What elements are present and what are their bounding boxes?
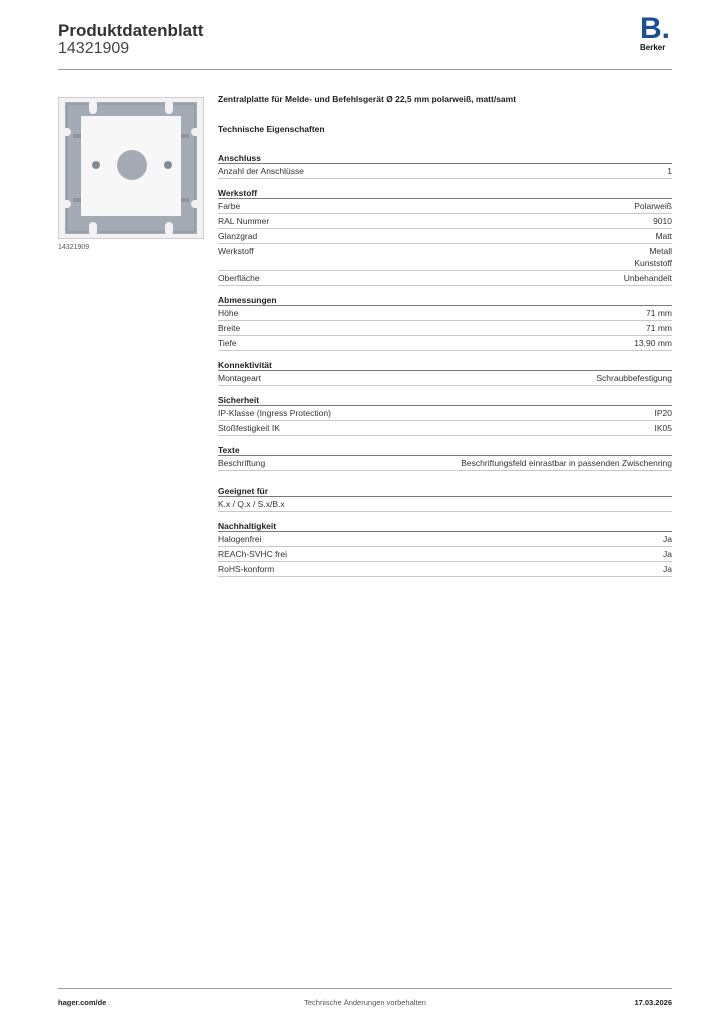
page-header <box>58 12 672 70</box>
product-title: Zentralplatte für Melde- und Befehlsgerät Ø 22,5 mm polarweiß, matt/samt <box>218 94 517 104</box>
property-label: Stoßfestigkeit IK <box>218 423 280 433</box>
property-value-line: Ja <box>663 549 672 559</box>
property-group <box>218 520 672 577</box>
property-value-line: IK05 <box>654 423 672 433</box>
property-value <box>596 372 672 384</box>
property-value <box>646 322 672 334</box>
property-row <box>218 421 672 436</box>
property-label: Glanzgrad <box>218 231 258 241</box>
property-value-line: Unbehandelt <box>623 273 672 283</box>
property-row <box>218 164 672 179</box>
property-row <box>218 562 672 577</box>
properties-heading: Technische Eigenschaften <box>218 124 325 134</box>
property-label: Beschriftung <box>218 458 266 468</box>
berker-logo <box>640 12 672 52</box>
product-plate-illustration <box>59 98 203 238</box>
article-number: 14321909 <box>58 40 130 57</box>
property-group <box>218 394 672 436</box>
property-row <box>218 214 672 229</box>
property-row <box>218 547 672 562</box>
property-row <box>218 306 672 321</box>
property-value-line: Schraubbefestigung <box>596 373 672 383</box>
property-value <box>461 457 672 469</box>
property-row <box>218 229 672 244</box>
property-row <box>218 271 672 286</box>
property-value-line: Ja <box>663 564 672 574</box>
property-group <box>218 359 672 386</box>
property-value <box>655 230 672 242</box>
group-title: Werkstoff <box>218 187 672 199</box>
property-label: K.x / Q.x / S.x/B.x <box>218 499 285 509</box>
property-row <box>218 199 672 214</box>
property-value <box>634 200 672 212</box>
property-group <box>218 294 672 351</box>
property-value-line: Polarweiß <box>634 201 672 211</box>
property-row <box>218 321 672 336</box>
product-image <box>58 97 204 239</box>
property-row <box>218 244 672 271</box>
logo-letter: B. <box>640 12 670 45</box>
property-label: Werkstoff <box>218 246 254 256</box>
property-value-line: 71 mm <box>646 308 672 318</box>
property-row <box>218 532 672 547</box>
group-title: Sicherheit <box>218 394 672 406</box>
property-value <box>653 215 672 227</box>
property-row <box>218 456 672 471</box>
property-group <box>218 485 672 512</box>
property-value <box>663 563 672 575</box>
property-label: Montageart <box>218 373 261 383</box>
property-value <box>655 422 673 434</box>
property-value <box>646 307 672 319</box>
footer-notice: Technische Änderungen vorbehalten <box>304 998 426 1007</box>
property-value-line: Ja <box>663 534 672 544</box>
property-row <box>218 406 672 421</box>
property-label: RoHS-konform <box>218 564 275 574</box>
footer-date: 17.03.2026 <box>634 998 672 1007</box>
property-value-line: Metall <box>649 246 672 256</box>
property-value <box>663 548 672 560</box>
property-value-line: 1 <box>667 166 672 176</box>
logo-word: Berker <box>640 43 666 52</box>
property-label: Oberfläche <box>218 273 260 283</box>
property-label: Anzahl der Anschlüsse <box>218 166 304 176</box>
property-label: RAL Nummer <box>218 216 270 226</box>
product-content <box>218 94 672 585</box>
footer-website[interactable]: hager.com/de <box>58 998 107 1007</box>
property-value <box>634 337 672 349</box>
property-value <box>655 407 673 419</box>
property-label: Höhe <box>218 308 239 318</box>
group-title: Texte <box>218 444 672 456</box>
property-label: Farbe <box>218 201 241 211</box>
image-caption: 14321909 <box>58 244 90 251</box>
property-row <box>218 497 672 512</box>
property-value-line: 13,90 mm <box>634 338 672 348</box>
group-title: Nachhaltigkeit <box>218 520 672 532</box>
property-label: REACh-SVHC frei <box>218 549 287 559</box>
property-group <box>218 152 672 179</box>
group-title: Abmessungen <box>218 294 672 306</box>
property-row <box>218 336 672 351</box>
property-value-line: Matt <box>655 231 672 241</box>
property-groups <box>218 152 672 577</box>
property-value <box>663 533 672 545</box>
property-group <box>218 444 672 471</box>
group-title: Konnektivität <box>218 359 672 371</box>
property-label: Breite <box>218 323 241 333</box>
property-label: IP-Klasse (Ingress Protection) <box>218 408 331 418</box>
document-title: Produktdatenblatt <box>58 21 204 40</box>
property-value-line: Beschriftungsfeld einrastbar in passenden Zwischenring <box>461 458 672 468</box>
property-value <box>634 245 672 269</box>
page-footer <box>58 988 672 1012</box>
group-title: Geeignet für <box>218 485 672 497</box>
property-value <box>624 272 672 284</box>
property-label: Halogenfrei <box>218 534 262 544</box>
property-label: Tiefe <box>218 338 237 348</box>
property-group <box>218 187 672 286</box>
property-value-line: IP20 <box>654 408 672 418</box>
property-value-line: 9010 <box>653 216 672 226</box>
property-value <box>667 165 672 177</box>
property-row <box>218 371 672 386</box>
property-value-line: Kunststoff <box>634 258 672 268</box>
group-title: Anschluss <box>218 152 672 164</box>
property-value-line: 71 mm <box>646 323 672 333</box>
